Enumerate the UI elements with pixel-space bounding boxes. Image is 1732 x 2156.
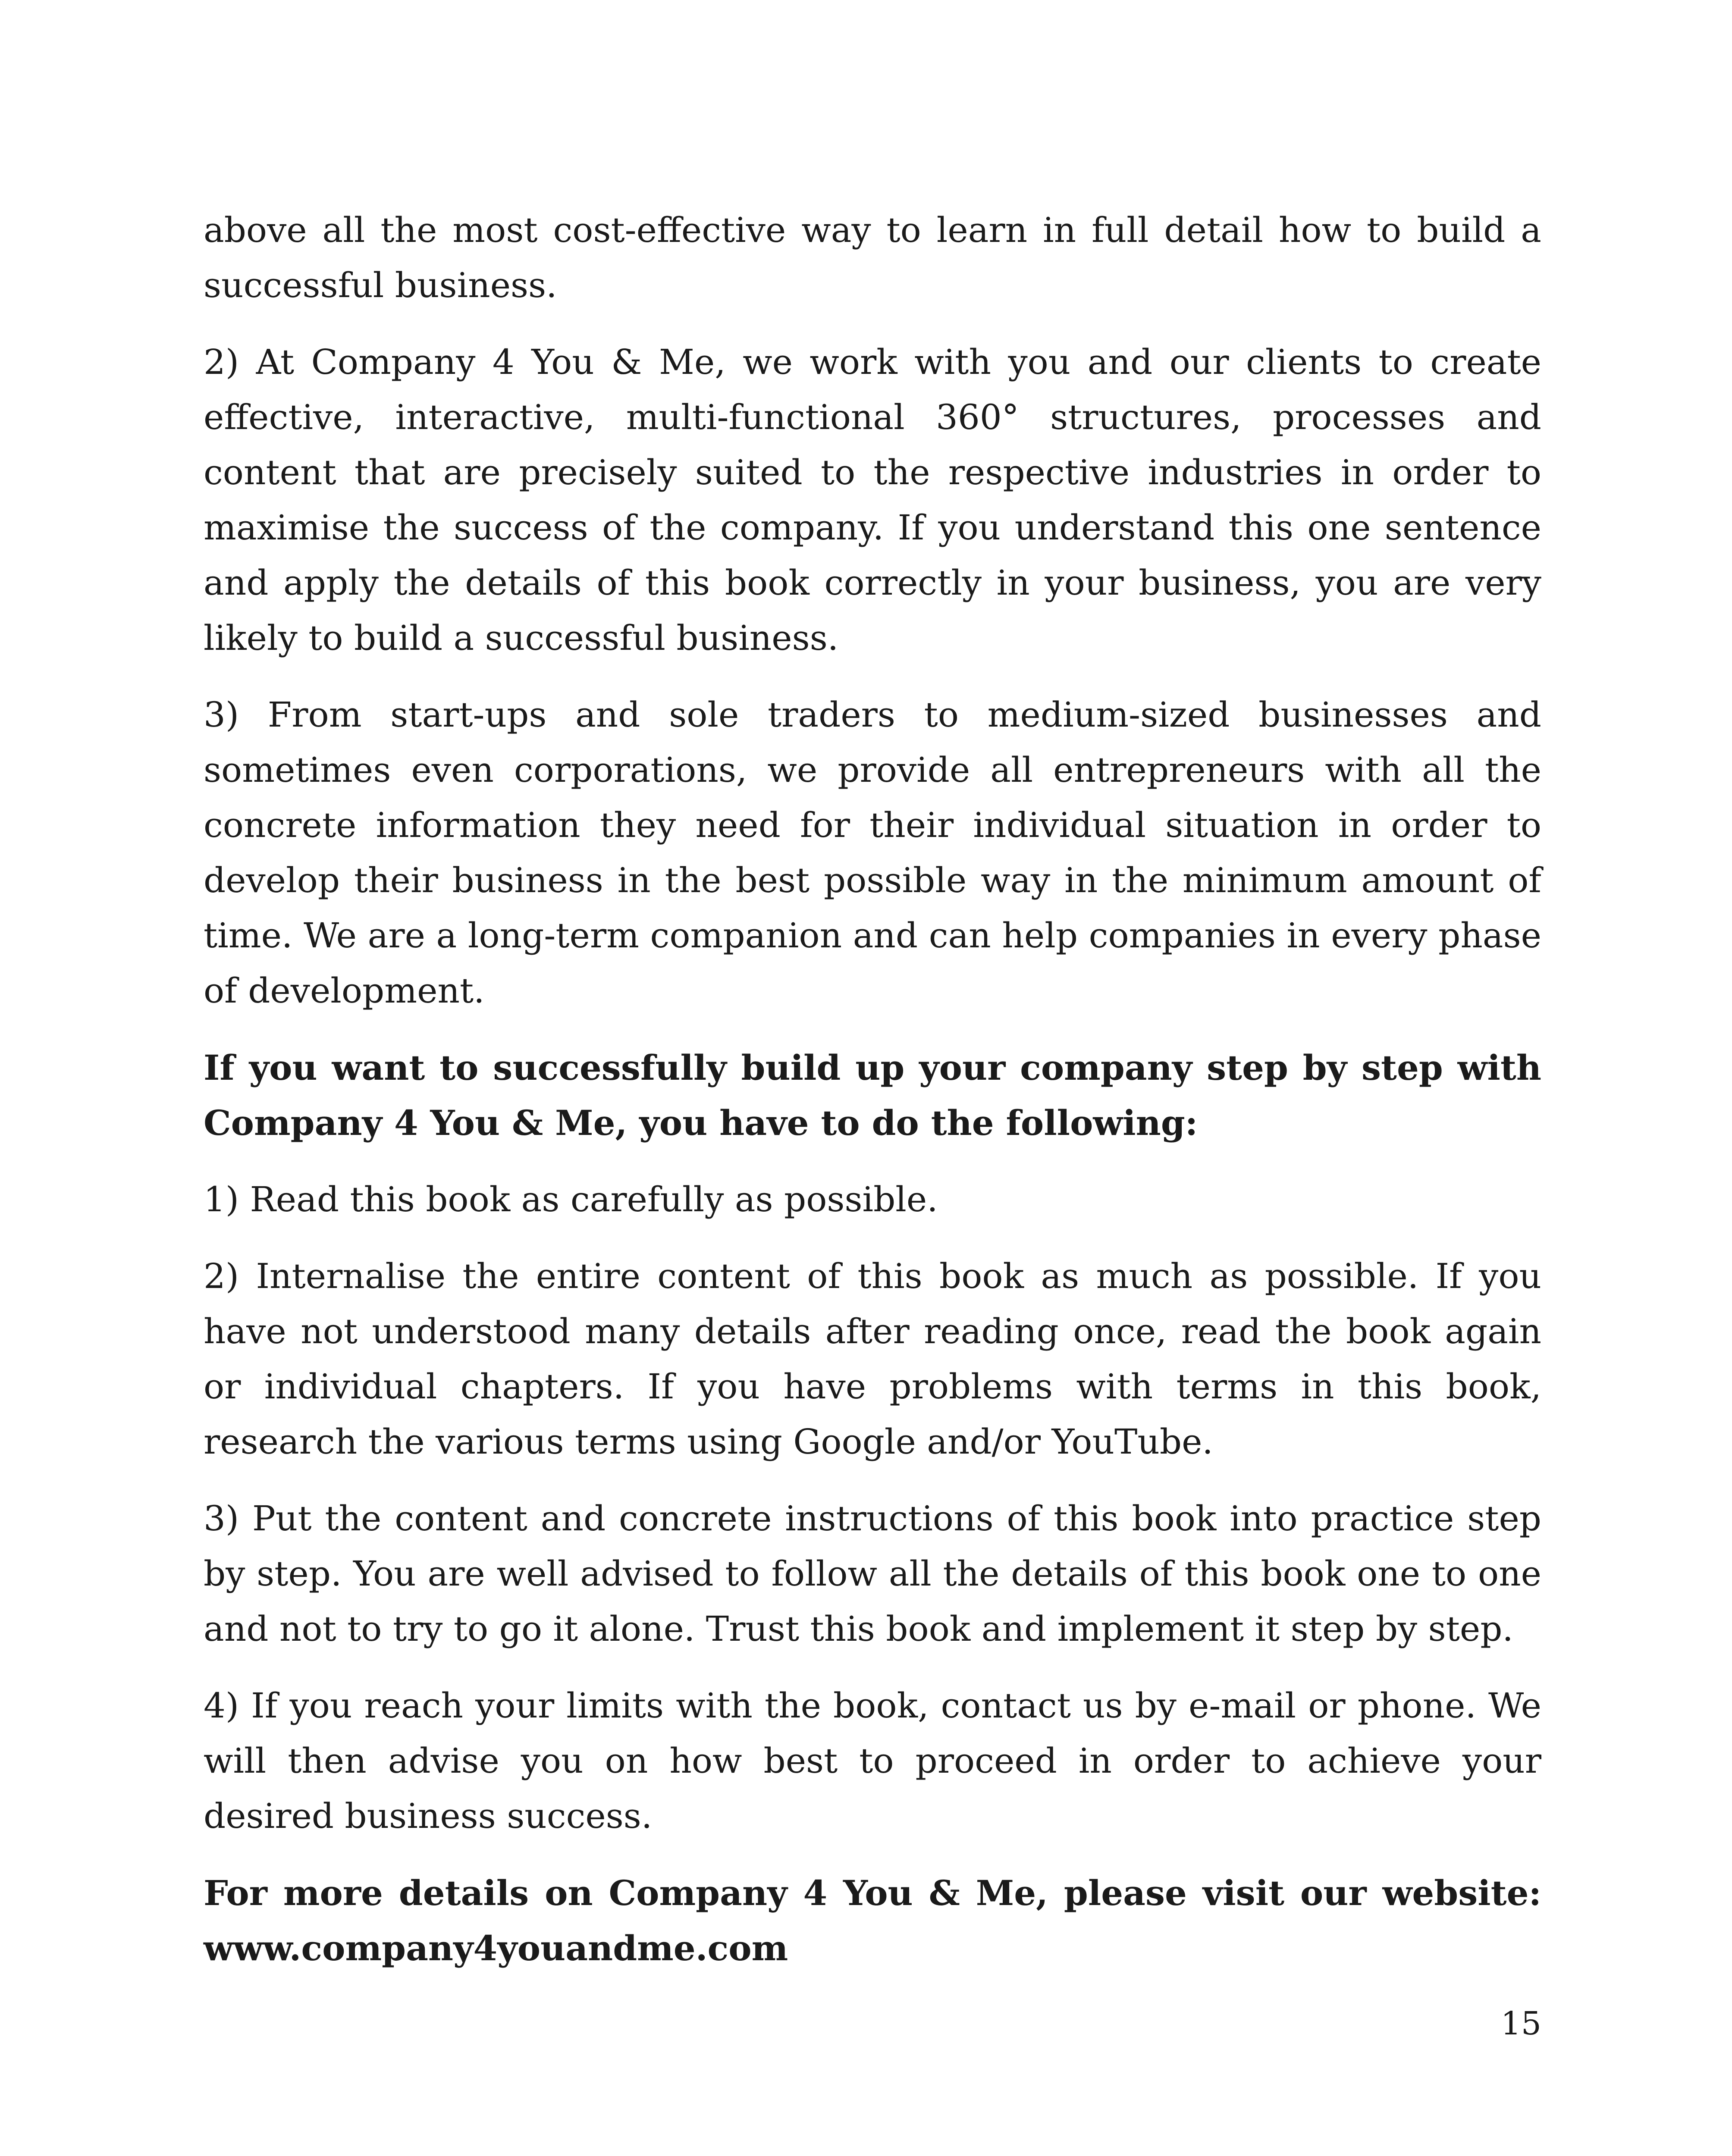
page-body <box>204 203 1541 1997</box>
step-3: 3) Put the content and concrete instructions of this book into practice step by step. You are well advised to follow all the details of this book one to one and not to try to go it alone. Trust this book and implement it step by step. <box>204 1498 1541 1649</box>
paragraph-continuation: above all the most cost-effective way to learn in full detail how to build a successful business. <box>204 210 1541 305</box>
steps-heading: If you want to successfully build up your company step by step with Company 4 You & Me, you have to do the following: <box>204 1047 1541 1143</box>
website-note: For more details on Company 4 You & Me, please visit our website: www.company4youandme.com <box>204 1873 1541 1968</box>
page-number: 15 <box>1500 2005 1541 2042</box>
paragraph-point-3: 3) From start-ups and sole traders to medium-sized businesses and sometimes even corporations, we provide all entrepreneurs with all the concrete information they need for their individual situation in order to develop their business in the best possible way in the minimum amount of time. We are a long-term companion and can help companies in every phase of development. <box>204 695 1541 1011</box>
step-1: 1) Read this book as carefully as possible. <box>204 1179 938 1219</box>
step-2: 2) Internalise the entire content of this book as much as possible. If you have not understood many details after reading once, read the book again or individual chapters. If you have problems with terms in this book, research the various terms using Google and/or YouTube. <box>204 1256 1541 1462</box>
paragraph-point-2: 2) At Company 4 You & Me, we work with you and our clients to create effective, interactive, multi-functional 360° structures, processes and content that are precisely suited to the respective industries in order to maximise the success of the company. If you understand this one sentence and apply the details of this book correctly in your business, you are very likely to build a successful business. <box>204 342 1541 658</box>
step-4: 4) If you reach your limits with the book, contact us by e-mail or phone. We will then advise you on how best to proceed in order to achieve your desired business success. <box>204 1686 1541 1836</box>
